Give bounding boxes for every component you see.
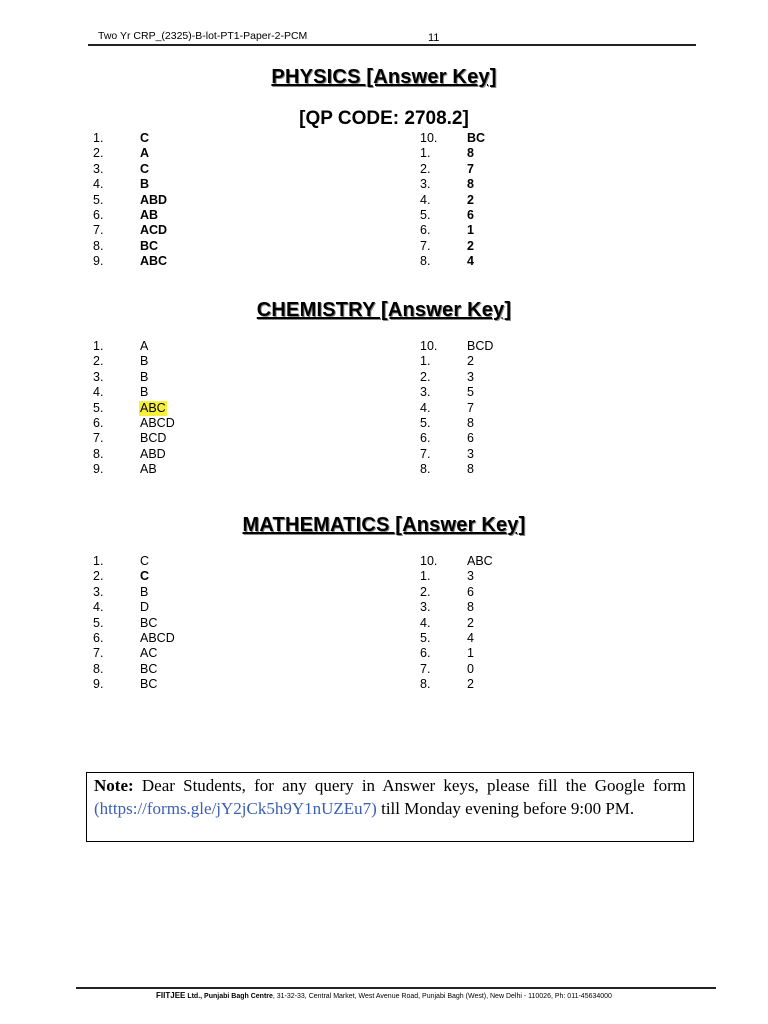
question-number: 5. xyxy=(93,192,104,207)
answer-value: B xyxy=(140,177,150,192)
answer-value: BC xyxy=(140,238,159,253)
question-number: 8. xyxy=(93,238,104,253)
answer-value: ABCD xyxy=(140,630,175,645)
question-number: 6. xyxy=(420,646,431,661)
question-number: 9. xyxy=(93,254,104,269)
answer-value: B xyxy=(140,354,149,369)
answer-value: B xyxy=(140,369,149,384)
answer-value: 2 xyxy=(467,615,474,630)
question-number: 7. xyxy=(93,646,104,661)
question-number: 7. xyxy=(420,661,431,676)
answer-value: ABCD xyxy=(140,415,175,430)
header-divider xyxy=(88,44,696,46)
question-number: 7. xyxy=(420,446,431,461)
answer-value: 2 xyxy=(467,677,474,692)
question-number: 4. xyxy=(420,400,431,415)
answer-value: 8 xyxy=(467,600,474,615)
answer-value: A xyxy=(140,146,150,161)
note-text-before: Dear Students, for any query in Answer keys, please fill the Google form xyxy=(141,776,687,795)
note-label: Note: xyxy=(94,776,134,795)
answer-value: 6 xyxy=(467,584,474,599)
question-number: 3. xyxy=(420,385,431,400)
answer-value: ACD xyxy=(140,223,168,238)
question-number: 2. xyxy=(93,354,104,369)
question-number: 10. xyxy=(420,339,438,353)
answer-value: 3 xyxy=(467,446,474,461)
answer-value: AB xyxy=(140,462,157,477)
question-number: 5. xyxy=(420,630,431,645)
question-number: 3. xyxy=(93,584,104,599)
question-number: 6. xyxy=(420,431,431,446)
question-number: 10. xyxy=(420,554,438,568)
question-number: 2. xyxy=(93,146,104,161)
answer-value: D xyxy=(140,600,150,615)
question-number: 3. xyxy=(93,369,104,384)
answer-value: 2 xyxy=(467,192,474,207)
question-number: 7. xyxy=(93,431,104,446)
question-number: 3. xyxy=(420,177,431,192)
physics-title: PHYSICS [Answer Key] xyxy=(271,66,497,88)
answer-value: 4 xyxy=(467,254,474,269)
question-number: 2. xyxy=(420,369,431,384)
answer-value: C xyxy=(140,131,150,145)
answer-value: 4 xyxy=(467,630,474,645)
answer-value: 5 xyxy=(467,385,474,400)
question-number: 8. xyxy=(420,462,431,477)
question-number: 1. xyxy=(420,354,431,369)
question-number: 1. xyxy=(93,131,104,145)
answer-value: AB xyxy=(140,207,159,222)
question-number: 6. xyxy=(93,207,104,222)
question-number: 9. xyxy=(93,677,104,692)
question-number: 4. xyxy=(420,615,431,630)
answer-value: B xyxy=(140,385,149,400)
question-number: 6. xyxy=(93,415,104,430)
question-number: 1. xyxy=(420,569,431,584)
answer-value: BCD xyxy=(467,339,494,353)
answer-value: ABC xyxy=(140,400,166,415)
answer-value: A xyxy=(140,339,149,353)
answer-value: 7 xyxy=(467,161,474,176)
question-number: 5. xyxy=(93,615,104,630)
answer-value: AC xyxy=(140,646,158,661)
answer-value: BC xyxy=(467,131,486,145)
answer-value: 1 xyxy=(467,223,474,238)
footer-divider xyxy=(76,987,716,989)
answer-value: 3 xyxy=(467,569,474,584)
answer-value: 3 xyxy=(467,369,474,384)
document-code: Two Yr CRP_(2325)-B-lot-PT1-Paper-2-PCM xyxy=(98,30,308,42)
answer-value: 7 xyxy=(467,400,474,415)
answer-value: BC xyxy=(140,615,158,630)
answer-value: C xyxy=(140,161,150,176)
answer-value: 2 xyxy=(467,354,474,369)
question-number: 6. xyxy=(420,223,431,238)
answer-value: BC xyxy=(140,677,158,692)
question-number: 4. xyxy=(93,385,104,400)
answer-value: 6 xyxy=(467,207,474,222)
mathematics-title: MATHEMATICS [Answer Key] xyxy=(242,514,526,536)
question-number: 8. xyxy=(420,677,431,692)
question-number: 4. xyxy=(93,177,104,192)
question-number: 9. xyxy=(93,462,104,477)
note-text-after: till Monday evening before 9:00 PM. xyxy=(381,798,635,818)
question-number: 6. xyxy=(93,630,104,645)
answer-value: BCD xyxy=(140,431,167,446)
answer-value: 8 xyxy=(467,146,474,161)
answer-value: BC xyxy=(140,661,158,676)
question-number: 5. xyxy=(420,415,431,430)
answer-value: ABC xyxy=(467,554,493,568)
answer-value: 8 xyxy=(467,415,474,430)
footer xyxy=(0,991,768,1000)
question-number: 8. xyxy=(93,446,104,461)
question-number: 7. xyxy=(420,238,431,253)
question-number: 2. xyxy=(420,161,431,176)
answer-value: 8 xyxy=(467,177,474,192)
question-number: 10. xyxy=(420,131,438,145)
page-number: 11 xyxy=(428,32,440,44)
question-number: 8. xyxy=(93,661,104,676)
qp-code: [QP CODE: 2708.2] xyxy=(299,108,469,129)
answer-value: C xyxy=(140,554,150,568)
answer-value: 1 xyxy=(467,646,474,661)
question-number: 2. xyxy=(420,584,431,599)
answer-value: C xyxy=(140,569,150,584)
footer-address: , 31-32-33, Central Market, West Avenue Road, Punjabi Bagh (West), New Delhi - 110026, Ph: 011-45634000 xyxy=(272,993,612,1000)
question-number: 1. xyxy=(93,554,104,568)
footer-centre: Ltd., Punjabi Bagh Centre xyxy=(187,993,273,1000)
question-number: 1. xyxy=(93,339,104,353)
question-number: 2. xyxy=(93,569,104,584)
answer-value: ABC xyxy=(140,254,168,269)
question-number: 3. xyxy=(420,600,431,615)
answer-value: B xyxy=(140,584,149,599)
question-number: 3. xyxy=(93,161,104,176)
question-number: 1. xyxy=(420,146,431,161)
answer-value: ABD xyxy=(140,446,166,461)
question-number: 4. xyxy=(93,600,104,615)
question-number: 8. xyxy=(420,254,431,269)
answer-value: 8 xyxy=(467,462,474,477)
chemistry-title: CHEMISTRY [Answer Key] xyxy=(256,299,512,321)
answer-value: 6 xyxy=(467,431,474,446)
question-number: 5. xyxy=(93,400,104,415)
question-number: 7. xyxy=(93,223,104,238)
note-box xyxy=(86,772,694,842)
question-number: 4. xyxy=(420,192,431,207)
footer-brand: FIITJEE xyxy=(156,991,186,1000)
answer-value: ABD xyxy=(140,192,168,207)
answer-value: 0 xyxy=(467,661,474,676)
google-form-link[interactable]: (https://forms.gle/jY2jCk5h9Y1nUZEu7) xyxy=(94,798,377,818)
answer-value: 2 xyxy=(467,238,474,253)
question-number: 5. xyxy=(420,207,431,222)
